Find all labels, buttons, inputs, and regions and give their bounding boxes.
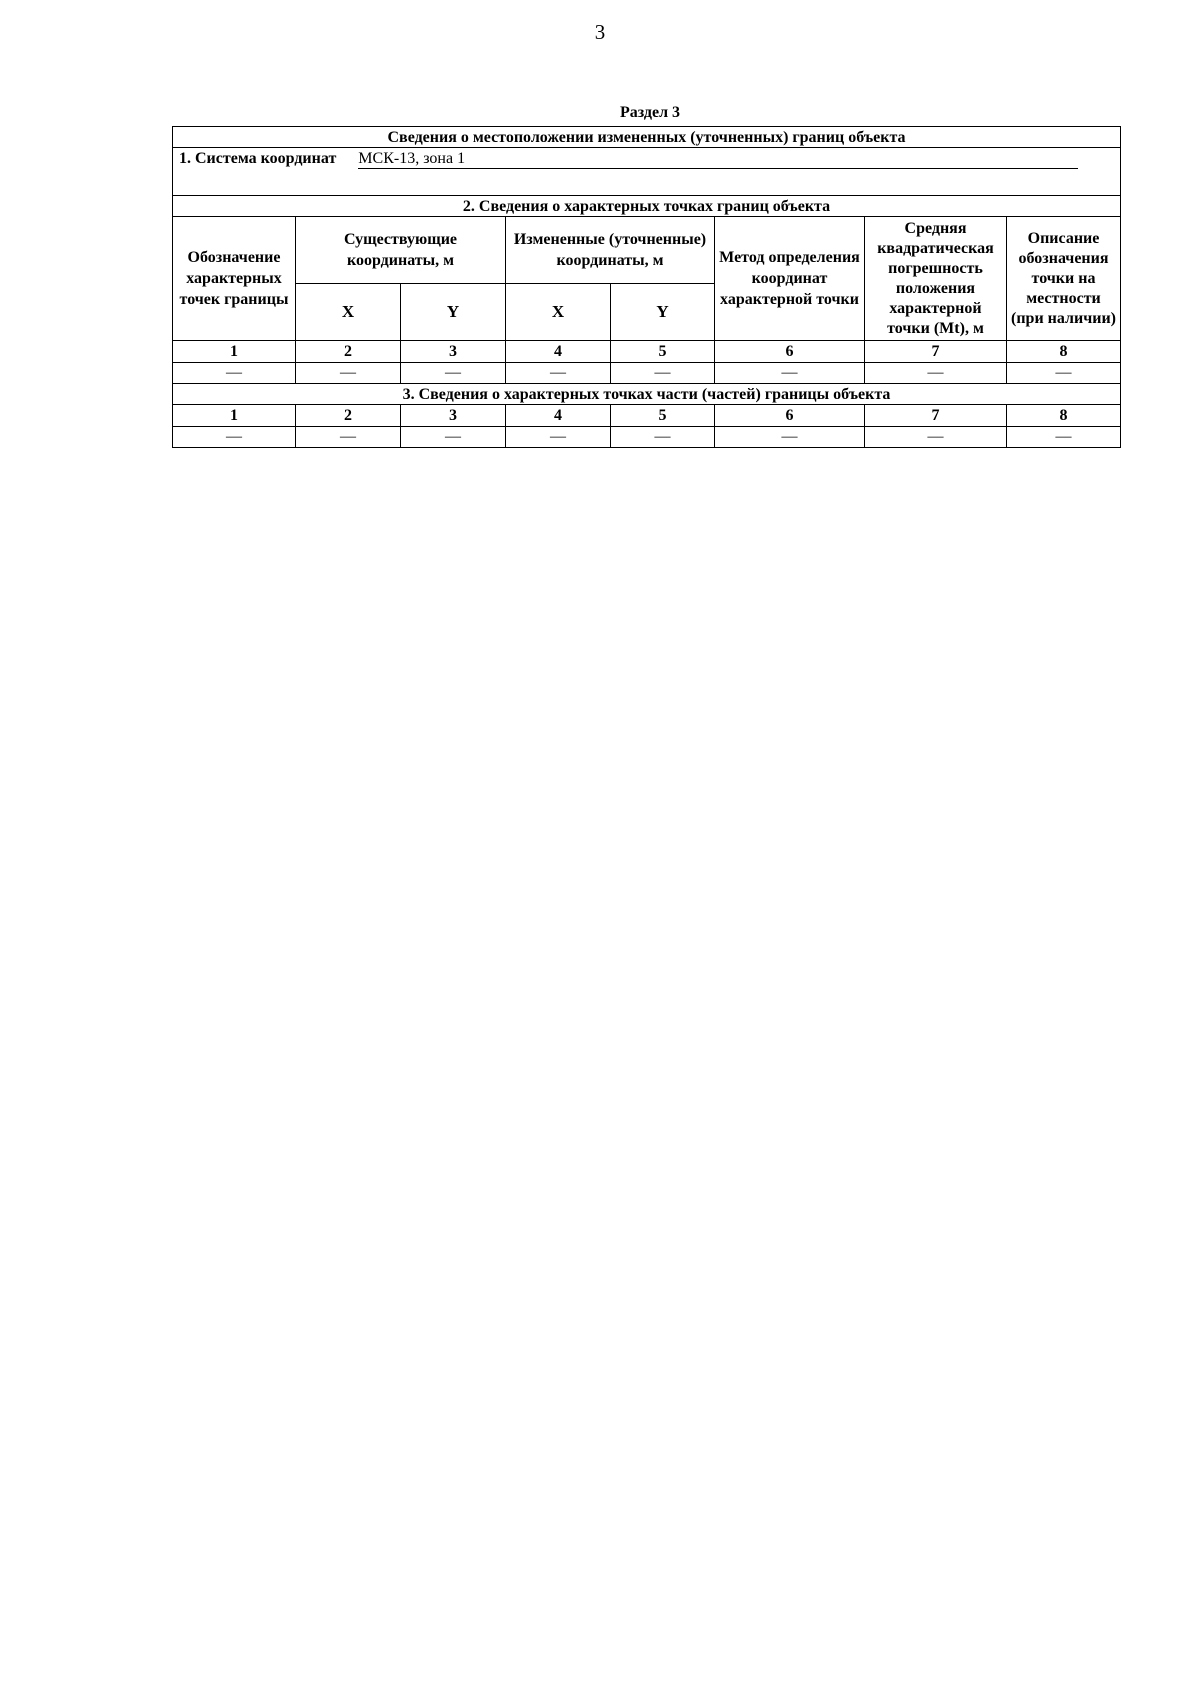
table-cell: —	[1007, 427, 1121, 448]
column-number: 7	[865, 405, 1007, 427]
column-numbers-row	[173, 405, 1121, 427]
table-cell: —	[611, 427, 715, 448]
page-number: 3	[594, 20, 606, 44]
table-row	[173, 363, 1121, 384]
column-number: 4	[506, 341, 611, 363]
coordinate-system-label: 1. Система координат	[179, 150, 337, 167]
column-number: 5	[611, 405, 715, 427]
column-number: 2	[296, 341, 401, 363]
column-number: 3	[401, 341, 506, 363]
table-cell: —	[506, 363, 611, 384]
column-number: 6	[715, 405, 865, 427]
column-number: 8	[1007, 341, 1121, 363]
column-number: 1	[173, 405, 296, 427]
header-point-designation: Обозначение характерных точек границы	[173, 217, 296, 341]
column-number: 4	[506, 405, 611, 427]
coordinate-system-row	[173, 148, 1121, 176]
table-cell: —	[173, 427, 296, 448]
header-method: Метод определения координат характерной точки	[715, 217, 865, 341]
characteristic-points-title: 2. Сведения о характерных точках границ объекта	[173, 196, 1121, 217]
header-changed-x: X	[506, 284, 611, 341]
table-title: Сведения о местоположении измененных (уточненных) границ объекта	[173, 127, 1121, 148]
table-cell: —	[173, 363, 296, 384]
table-cell: —	[611, 363, 715, 384]
table-cell: —	[401, 427, 506, 448]
header-existing-x: X	[296, 284, 401, 341]
part-points-title: 3. Сведения о характерных точках части (частей) границы объекта	[173, 384, 1121, 405]
coordinate-system-value: МСК-13, зона 1	[358, 149, 1078, 169]
coordinate-system-spacer	[173, 175, 1121, 196]
table-cell: —	[715, 363, 865, 384]
header-existing-coords: Существующие координаты, м	[296, 217, 506, 284]
table-cell: —	[865, 427, 1007, 448]
header-mean-error: Средняя квадратическая погрешность положения характерной точки (Mt), м	[865, 217, 1007, 341]
column-number: 6	[715, 341, 865, 363]
table-cell: —	[865, 363, 1007, 384]
boundary-table	[172, 126, 1121, 448]
table-cell: —	[1007, 363, 1121, 384]
column-number: 2	[296, 405, 401, 427]
table-cell: —	[296, 363, 401, 384]
table-cell: —	[715, 427, 865, 448]
column-number: 3	[401, 405, 506, 427]
table-cell: —	[401, 363, 506, 384]
column-number: 8	[1007, 405, 1121, 427]
column-numbers-row	[173, 341, 1121, 363]
header-existing-y: Y	[401, 284, 506, 341]
column-number: 1	[173, 341, 296, 363]
header-point-description: Описание обозначения точки на местности (при наличии)	[1007, 217, 1121, 341]
column-number: 7	[865, 341, 1007, 363]
header-changed-coords: Измененные (уточненные) координаты, м	[506, 217, 715, 284]
table-cell: —	[506, 427, 611, 448]
section-title: Раздел 3	[619, 104, 681, 121]
table-cell: —	[296, 427, 401, 448]
table-row	[173, 427, 1121, 448]
column-number: 5	[611, 341, 715, 363]
header-changed-y: Y	[611, 284, 715, 341]
